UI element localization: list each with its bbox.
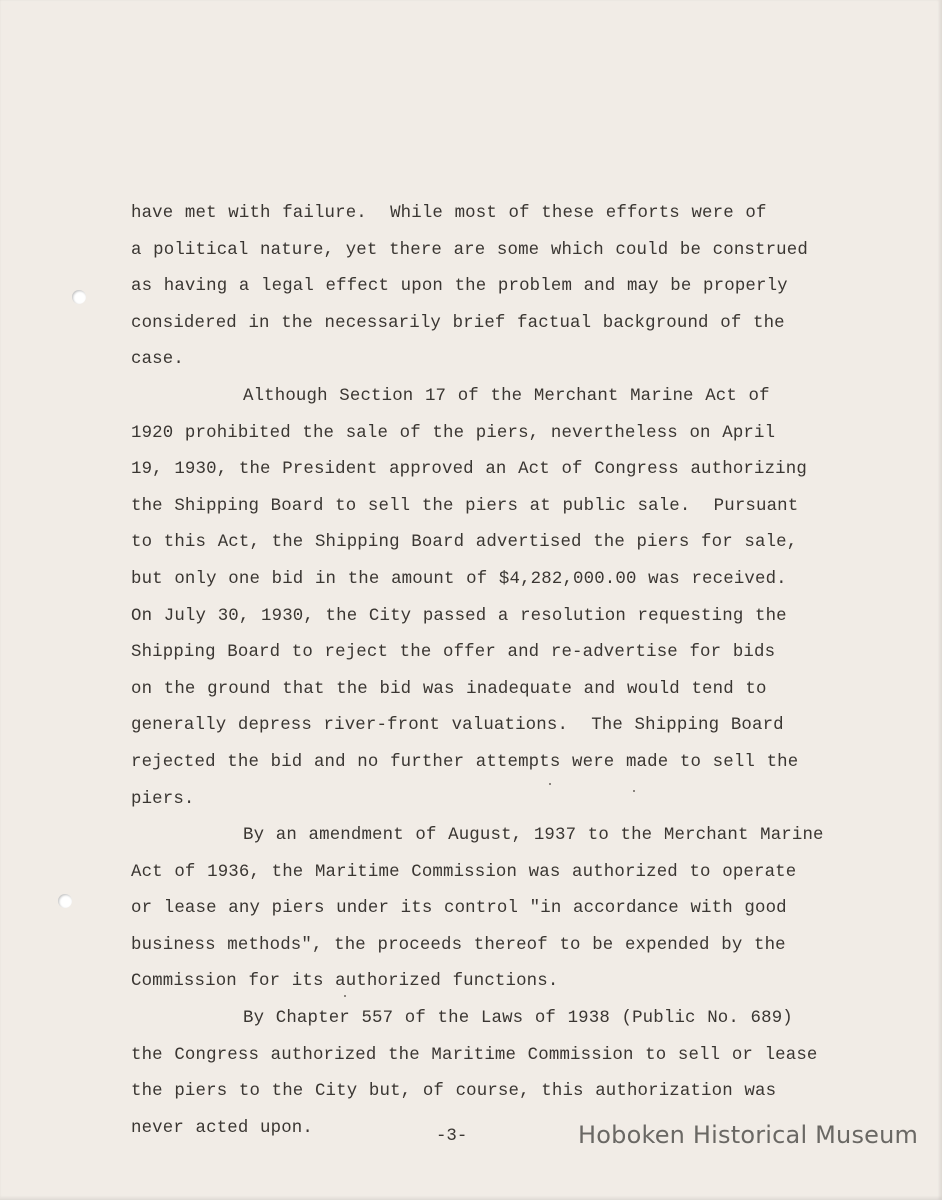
text-line: to this Act, the Shipping Board advertised the piers for sale, <box>131 533 798 553</box>
page-number: -3- <box>436 1127 468 1146</box>
text-line: On July 30, 1930, the City passed a resolution requesting the <box>131 606 787 626</box>
text-line: Act of 1936, the Maritime Commission was authorized to operate <box>131 862 797 882</box>
text-line: 1920 prohibited the sale of the piers, nevertheless on April <box>131 423 776 443</box>
text-line: 19, 1930, the President approved an Act of Congress authorizing <box>131 460 807 480</box>
text-line: considered in the necessarily brief factual background of the <box>131 313 785 333</box>
text-line: but only one bid in the amount of $4,282,000.00 was received. <box>131 569 787 589</box>
paragraph-first-line: By an amendment of August, 1937 to the Merchant Marine <box>243 826 824 846</box>
text-line: the piers to the City but, of course, this authorization was <box>131 1082 777 1102</box>
text-line: business methods", the proceeds thereof to be expended by the <box>131 935 786 955</box>
text-line: as having a legal effect upon the problem and may be properly <box>131 277 788 297</box>
paragraph-first-line: By Chapter 557 of the Laws of 1938 (Public No. 689) <box>243 1009 793 1029</box>
typed-body-text <box>131 196 891 1147</box>
text-line: generally depress river-front valuations. The Shipping Board <box>131 716 784 736</box>
text-line: never acted upon. <box>131 1118 313 1138</box>
text-line: case. <box>131 350 184 370</box>
watermark-text: Hoboken Historical Museum <box>578 1121 919 1149</box>
text-line: Commission for its authorized functions. <box>131 972 559 992</box>
punch-hole <box>72 290 86 304</box>
text-line: or lease any piers under its control "in accordance with good <box>131 899 787 919</box>
text-line: have met with failure. While most of these efforts were of <box>131 204 767 223</box>
text-line: piers. <box>131 789 195 809</box>
paragraph-first-line: Although Section 17 of the Merchant Marine Act of <box>243 386 770 406</box>
text-line: rejected the bid and no further attempts were made to sell the <box>131 752 799 772</box>
text-line: the Congress authorized the Maritime Commission to sell or lease <box>131 1045 818 1065</box>
text-line: the Shipping Board to sell the piers at public sale. Pursuant <box>131 496 799 516</box>
text-line: a political nature, yet there are some which could be construed <box>131 240 808 260</box>
text-line: on the ground that the bid was inadequate and would tend to <box>131 679 767 699</box>
punch-hole <box>58 894 72 908</box>
text-line: Shipping Board to reject the offer and re-advertise for bids <box>131 643 776 663</box>
